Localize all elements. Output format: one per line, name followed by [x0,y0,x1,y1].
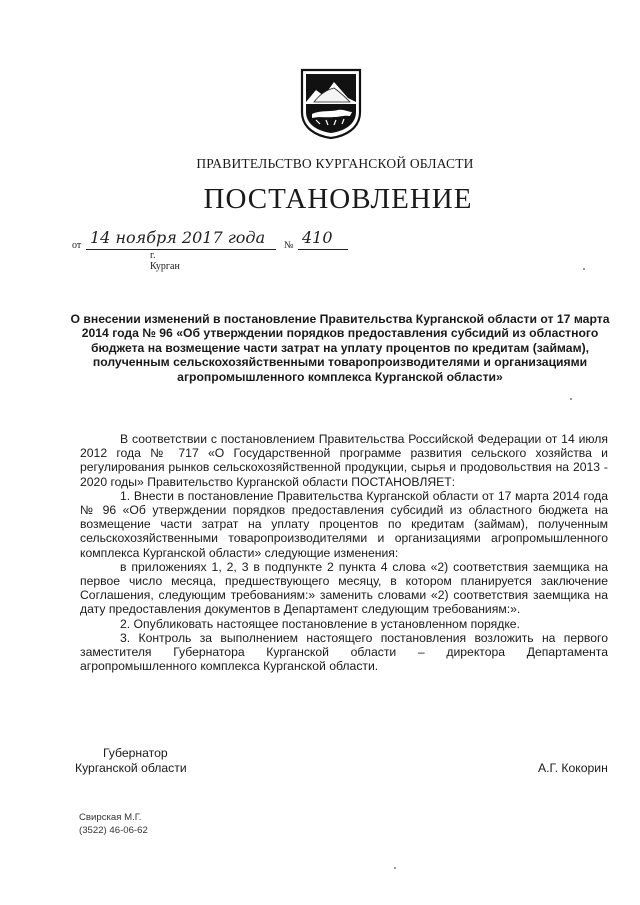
paragraph-item-1: 1. Внести в постановление Правительства Курганской области от 17 марта 2014 года № 96 «Об утверждении порядков предоставления субсидий из областного бюджета на возмещение части затрат на уплату процентов по кредитам (займам), полученным сельскохозяйственными товаропроизводителями и организациями агропромышленного комплекса Курганской области» следующие изменения: [80,488,608,560]
date-prefix: от [72,240,82,251]
executor-phone: (3522) 46-06-62 [79,825,148,836]
government-name: ПРАВИТЕЛЬСТВО КУРГАНСКОЙ ОБЛАСТИ [196,156,474,171]
city: г. Курган [150,250,180,272]
scan-speck [583,268,585,270]
handwritten-number: 410 [302,228,333,247]
executor-info [79,811,148,837]
date-underline [86,249,276,250]
signatory-title-line1: Губернатор [103,746,168,760]
scan-speck [570,398,572,400]
paragraph-item-2: 2. Опубликовать настоящее постановление в установленном порядке. [120,616,520,631]
coat-of-arms-icon [300,68,362,140]
handwritten-date: 14 ноября 2017 года [90,228,266,247]
document-body [80,432,608,673]
document-title: О внесении изменений в постановление Правительства Курганской области от 17 марта 2014 года № 96 «Об утверждении порядков предоставления субсидий из областного бюджета на возмещение части затрат на уплату процентов по кредитам (займам), полученным сельскохозяйственными товаропроизводителями и организациями агропромышленного комплекса Курганской области» [70,312,610,384]
document-type: ПОСТАНОВЛЕНИЕ [203,183,473,215]
signatory-title [75,746,187,776]
number-label: № [284,240,294,251]
executor-name: Свирская М.Г. [79,812,142,823]
paragraph-preamble: В соответствии с постановлением Правительства Российской Федерации от 14 июля 2012 года № 717 «О Государственной программе развития сельского хозяйства и регулирования рынков сельскохозяйственной продукции, сырья и продовольствия на 2013 - 2020 годы» Правительство Курганской области ПОСТАНОВЛЯЕТ: [80,432,608,489]
paragraph-amendment: в приложениях 1, 2, 3 в подпункте 2 пункта 4 слова «2) соответствия заемщика на первое число месяца, предшествующего месяцу, в котором планируется заключение Соглашения, следующим требованиям:» заменить словами «2) соответствия заемщика на дату предоставления документов в Департамент следующим требованиям:». [80,559,608,617]
paragraph-item-3: 3. Контроль за выполнением настоящего постановления возложить на первого заместителя Губернатора Курганской области – директора Департамента агропромышленного комплекса Курганской области. [80,630,608,674]
scan-speck [394,867,396,869]
signatory-title-line2: Курганской области [75,761,187,775]
signatory-name: А.Г. Кокорин [538,761,608,775]
number-underline [298,249,348,250]
